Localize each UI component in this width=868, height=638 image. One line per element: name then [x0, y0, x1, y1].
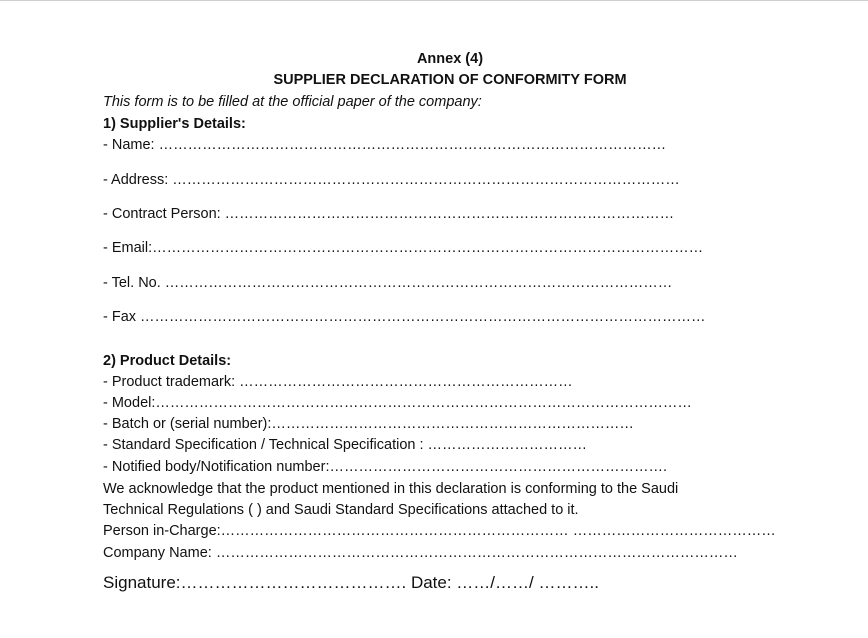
product-standard-field: - Standard Specification / Technical Specification : ……………………………	[103, 437, 588, 453]
person-in-charge-field: Person in-Charge:……………………………………………………………… ……………………………………	[103, 523, 776, 539]
product-trademark-field: - Product trademark: ……………………………………………………………	[103, 374, 573, 390]
form-title: SUPPLIER DECLARATION OF CONFORMITY FORM	[273, 72, 627, 88]
intro-text: This form is to be filled at the official paper of the company:	[103, 94, 482, 110]
signature-date-line: Signature:…………………………………. Date: ……/……/ ………..	[103, 573, 599, 592]
supplier-address-field: - Address: ……………………………………………………………………………………………	[103, 172, 680, 188]
supplier-contract-person-field: - Contract Person: …………………………………………………………………………………	[103, 206, 675, 222]
supplier-name-field: - Name: ……………………………………………………………………………………………	[103, 137, 667, 153]
declaration-line-1: We acknowledge that the product mentioned in this declaration is conforming to the Saudi	[103, 481, 679, 497]
supplier-section-heading: 1) Supplier's Details:	[103, 116, 246, 132]
declaration-line-2: Technical Regulations ( ) and Saudi Standard Specifications attached to it.	[103, 502, 579, 518]
supplier-email-field: - Email:……………………………………………………………………………………………………	[103, 240, 704, 256]
product-batch-field: - Batch or (serial number):…………………………………………………………………	[103, 416, 634, 432]
product-section-heading: 2) Product Details:	[103, 353, 232, 369]
supplier-fax-field: - Fax ………………………………………………………………………………………………………	[103, 309, 706, 325]
supplier-tel-field: - Tel. No. ……………………………………………………………………………………………	[103, 275, 673, 291]
company-name-field: Company Name: ………………………………………………………………………………………………	[103, 545, 738, 561]
annex-title: Annex (4)	[416, 51, 484, 67]
product-model-field: - Model:…………………………………………………………………………………………………	[103, 395, 692, 411]
product-notified-body-field: - Notified body/Notification number:…………………………………………………………….	[103, 459, 667, 475]
